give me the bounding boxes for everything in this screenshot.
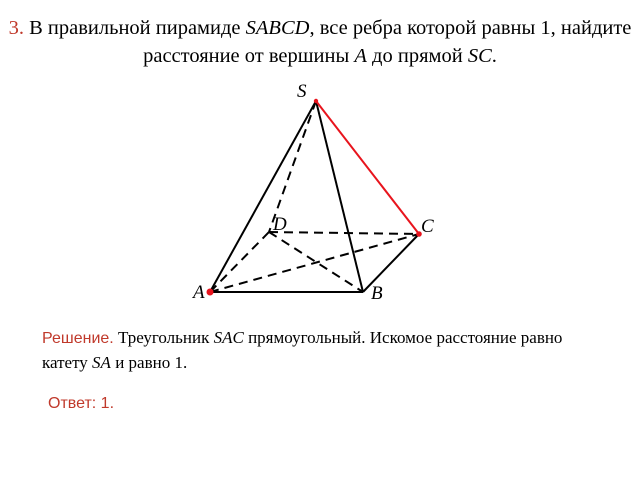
- edge-sd: [269, 101, 316, 232]
- problem-text-2: , все ребра которой равны 1, найдите расстояние от вершины: [143, 17, 632, 67]
- vertex-name: A: [354, 45, 367, 67]
- solution-text: [42, 326, 602, 375]
- leg-name: SA: [92, 353, 111, 372]
- pyramid-name: SABCD: [245, 17, 310, 39]
- solution-text-1: Треугольник: [113, 328, 214, 347]
- triangle-name: SAC: [213, 328, 244, 347]
- problem-text-4: .: [491, 45, 497, 67]
- line-name: SC: [467, 45, 492, 67]
- label-d: D: [273, 214, 287, 235]
- solution-text-3: и равно 1.: [110, 353, 188, 372]
- label-a: A: [193, 282, 205, 303]
- vertex-s-dot: [314, 99, 318, 103]
- vertex-a-dot: [207, 289, 214, 296]
- diagonal-ac: [210, 234, 419, 292]
- edge-sa: [210, 101, 316, 292]
- label-c: C: [421, 216, 434, 237]
- edge-dc: [269, 232, 419, 234]
- answer: Ответ: 1.: [48, 395, 115, 412]
- problem-text-3: до прямой: [366, 45, 468, 67]
- label-s: S: [297, 81, 307, 102]
- solution-text-2: прямоугольный. Искомое расстояние равно катету: [42, 328, 563, 372]
- problem-number: 3.: [8, 17, 24, 39]
- edge-sb: [316, 101, 363, 292]
- label-b: B: [371, 283, 383, 304]
- solution-heading: Решение.: [42, 330, 114, 347]
- problem-text-1: В правильной пирамиде: [23, 17, 246, 39]
